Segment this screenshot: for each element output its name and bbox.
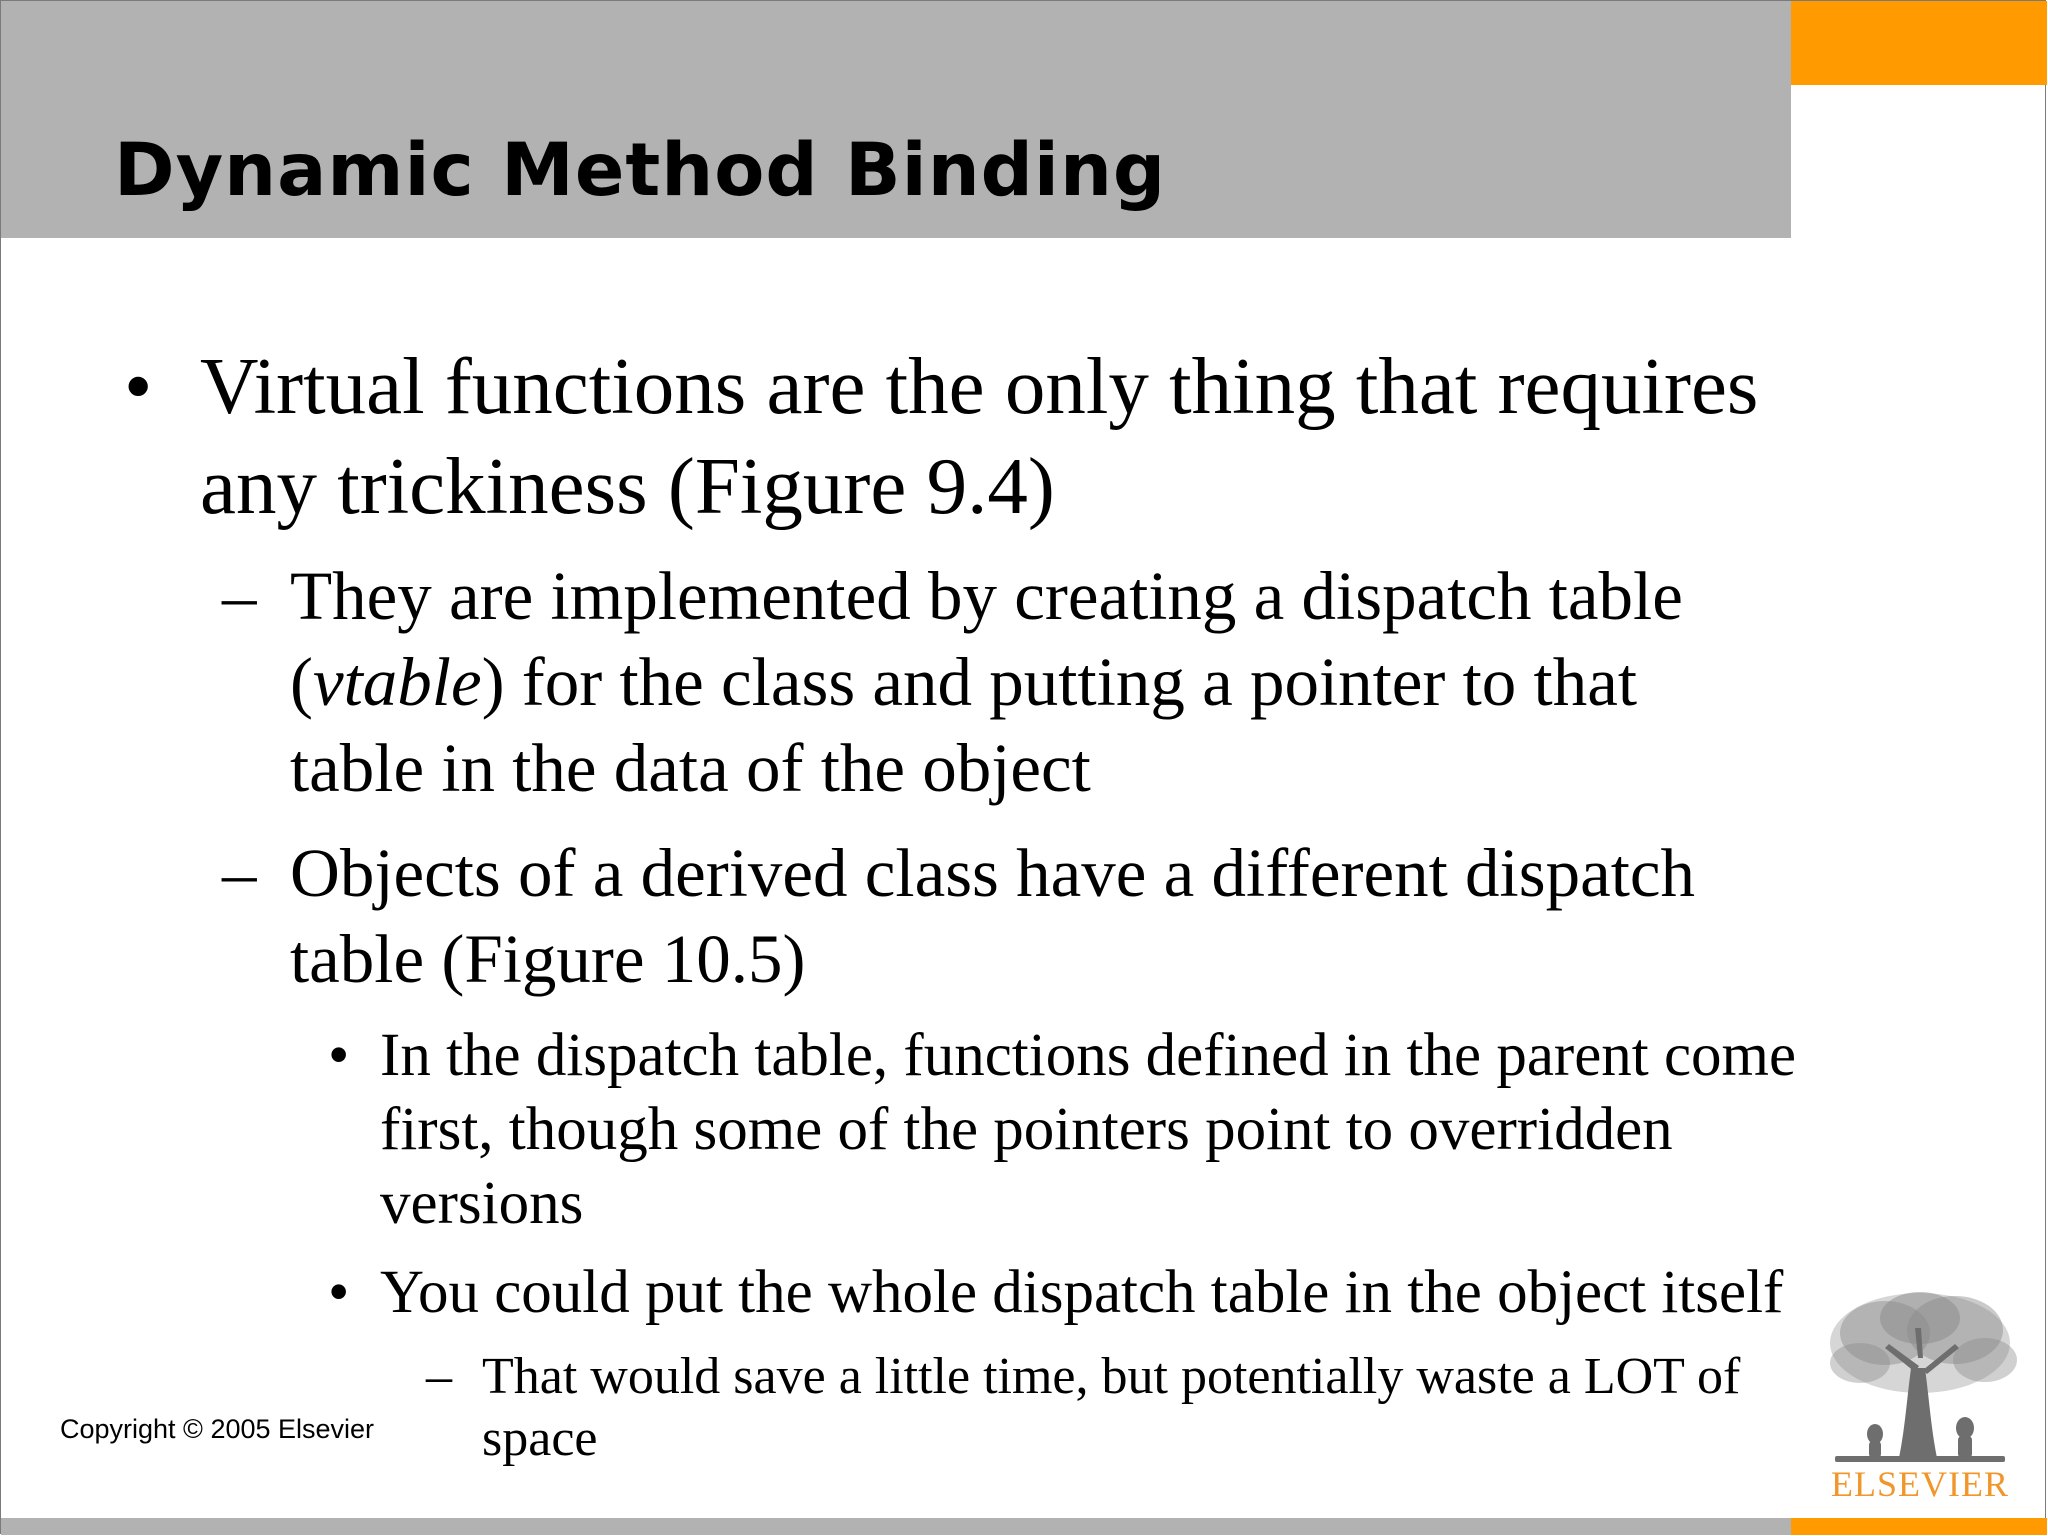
bullet-1-line-2: any trickiness (Figure 9.4) — [200, 441, 1055, 531]
subsub-1-line-1: In the dispatch table, functions defined in the parent come — [380, 1022, 1797, 1089]
sub-1-line-2 — [290, 639, 1637, 725]
bullet-marker: • — [328, 1022, 350, 1089]
sub-1-line-3: table in the data of the object — [290, 730, 1091, 806]
bottom-accent — [1791, 1518, 2047, 1535]
elsevier-logo — [1815, 1288, 2025, 1518]
vtable-term: vtable — [312, 644, 482, 720]
subsub-1-line-3: versions — [380, 1170, 584, 1237]
sub-1-line-2-rest: ) for the class and putting a pointer to that — [481, 644, 1638, 720]
sub-2-line-1: Objects of a derived class have a different dispatch — [290, 835, 1695, 911]
accent-block — [1791, 1, 2047, 85]
bottom-bar — [1, 1518, 2047, 1535]
elsevier-tree-logo-icon — [1815, 1288, 2025, 1466]
logo-wordmark: ELSEVIER — [1831, 1464, 2009, 1504]
copyright-notice: Copyright © 2005 Elsevier — [60, 1414, 375, 1444]
level4-1-line-2: space — [482, 1410, 598, 1467]
paren-open: ( — [290, 644, 313, 720]
subsub-2-line-1: You could put the whole dispatch table in the object itself — [380, 1259, 1784, 1326]
level4-1-line-1: That would save a little time, but potentially waste a LOT of — [482, 1348, 1741, 1405]
dash-marker: – — [222, 835, 257, 911]
bullet-1-line-1: Virtual functions are the only thing that requires — [200, 341, 1759, 431]
dash-marker: – — [222, 558, 257, 634]
dash-marker: – — [426, 1348, 452, 1405]
sub-1-line-1: They are implemented by creating a dispatch table — [290, 558, 1683, 634]
bullet-marker: • — [124, 341, 153, 431]
subsub-1-line-2: first, though some of the pointers point to overridden — [380, 1096, 1673, 1163]
sub-2-line-2: table (Figure 10.5) — [290, 921, 806, 997]
slide-title: Dynamic Method Binding — [114, 128, 1167, 213]
bullet-marker: • — [328, 1259, 350, 1326]
